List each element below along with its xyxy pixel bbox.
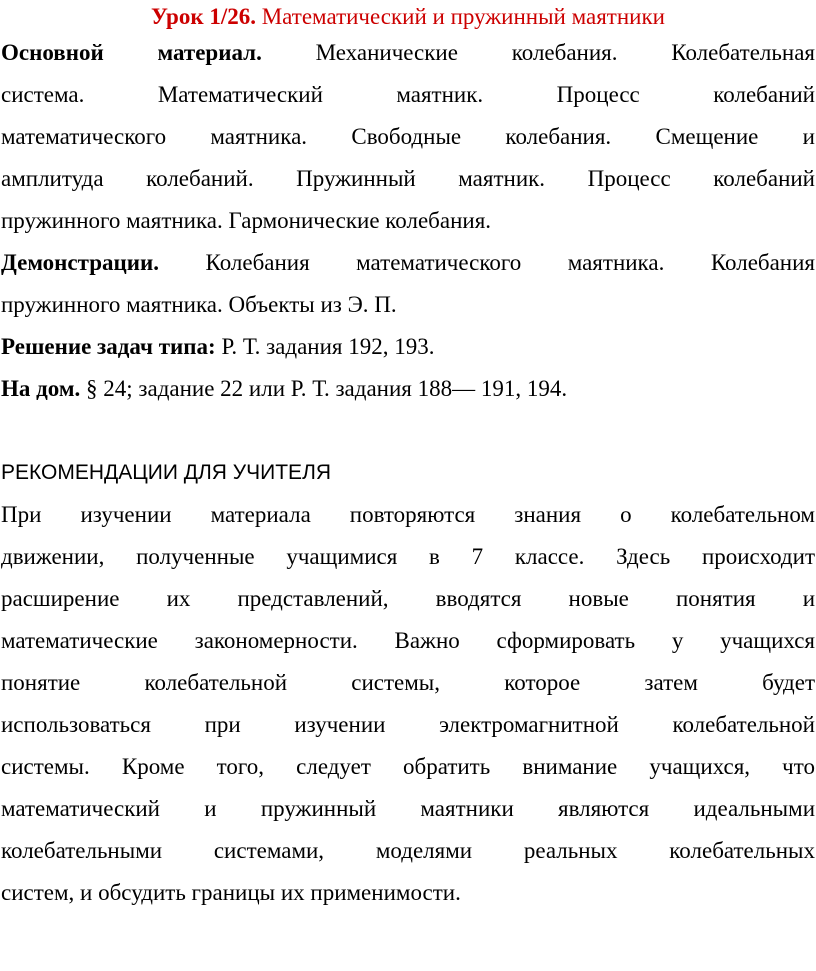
- main-material-section: [0, 32, 816, 242]
- main-material-label: Основной материал.: [1, 40, 262, 65]
- recommendations-section: [0, 452, 816, 914]
- main-material-line: математического маятника. Свободные колебания. Смещение и: [1, 124, 815, 149]
- recommendations-line: расширение их представлений, вводятся новые понятия и: [1, 586, 815, 611]
- recommendations-line: использоваться при изучении электромагнитной колебательной: [1, 712, 815, 737]
- main-material-line: амплитуда колебаний. Пружинный маятник. Процесс колебаний: [1, 166, 815, 191]
- demonstrations-text: Колебания математического маятника. Колебания: [205, 250, 816, 275]
- recommendations-line: математический и пружинный маятники являются идеальными: [1, 796, 815, 821]
- recommendations-line: движении, полученные учащимися в 7 классе. Здесь происходит: [1, 544, 815, 569]
- problems-line: [1, 326, 815, 368]
- problems-section: [0, 326, 816, 368]
- demonstrations-section: [0, 242, 816, 326]
- homework-line: [1, 368, 815, 410]
- demonstrations-label: Демонстрации.: [1, 250, 160, 275]
- lesson-title: [0, 2, 816, 32]
- recommendations-line: математические закономерности. Важно сформировать у учащихся: [1, 628, 815, 653]
- main-material-text: Механические колебания. Колебательная: [315, 40, 815, 65]
- main-material-line: пружинного маятника. Гармонические колебания.: [1, 208, 492, 233]
- homework-label: На дом.: [1, 376, 81, 401]
- demonstrations-line: пружинного маятника. Объекты из Э. П.: [1, 292, 397, 317]
- recommendations-line: системы. Кроме того, следует обратить внимание учащихся, что: [1, 754, 815, 779]
- recommendations-line: колебательными системами, моделями реальных колебательных: [1, 838, 815, 863]
- recommendations-line: При изучении материала повторяются знания о колебательном: [1, 502, 815, 527]
- main-material-line: система. Математический маятник. Процесс колебаний: [1, 82, 815, 107]
- lesson-topic: Математический и пружинный маятники: [261, 4, 665, 29]
- homework-section: [0, 368, 816, 410]
- main-material-line: [1, 32, 815, 74]
- recommendations-heading: РЕКОМЕНДАЦИИ ДЛЯ УЧИТЕЛЯ: [1, 461, 332, 484]
- recommendations-line: понятие колебательной системы, которое затем будет: [1, 670, 815, 695]
- demonstrations-line: [1, 242, 815, 284]
- homework-text: § 24; задание 22 или Р. Т. задания 188— 191, 194.: [86, 376, 568, 401]
- recommendations-line: систем, и обсудить границы их применимости.: [1, 880, 461, 905]
- problems-label: Решение задач типа:: [1, 334, 216, 359]
- spacer: [0, 410, 816, 452]
- lesson-number: Урок 1/26.: [151, 4, 256, 29]
- problems-text: Р. Т. задания 192, 193.: [221, 334, 435, 359]
